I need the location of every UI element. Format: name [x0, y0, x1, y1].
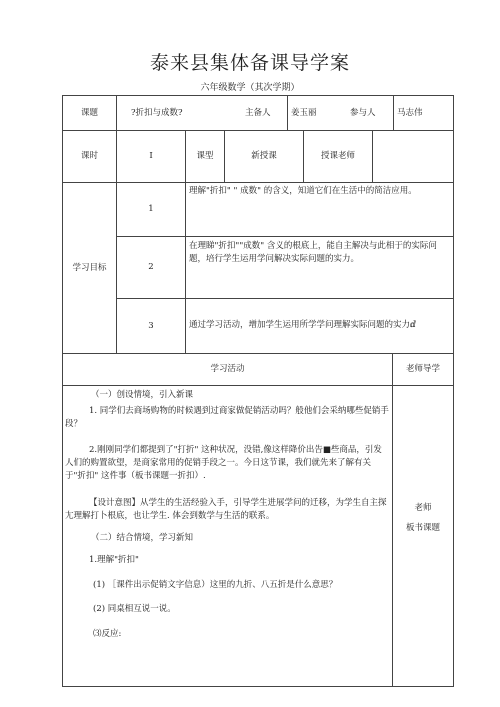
activity-paragraph: ⑶反应:	[93, 629, 122, 639]
document-subtitle: 六年级数学（其次学期）	[200, 83, 300, 93]
objective-num-cell-2	[116, 236, 186, 299]
activities-body-cell	[62, 385, 393, 687]
hours-label: 课时	[80, 151, 98, 162]
teacher-label: 授课老师	[320, 151, 355, 162]
design-intent-paragraph: 【设计意图】从学生的生活经验入手，引导学生进展学问的迁移，为学生自主探尢理解打卜根底，也让学生. 体会到数学与生活的联系。	[65, 498, 387, 522]
objective-text-cell-2	[185, 236, 454, 299]
objectives-label-cell	[62, 182, 117, 354]
type-label-cell	[185, 130, 225, 183]
section-heading: （二）结合情境，学习新知	[91, 533, 194, 543]
guide-header-cell	[392, 353, 454, 386]
guide-body-cell	[392, 385, 454, 687]
objective-number: 3	[148, 320, 154, 331]
activities-header: 学习活动	[210, 364, 245, 375]
lead-name: 姜玉丽	[291, 108, 317, 118]
guide-note: 板书课题	[405, 523, 440, 533]
guide-header: 老师导学	[405, 364, 440, 375]
activity-paragraph: (1) ［课件出示促销文字信息）这里的九折、八五折是什么意思？	[93, 580, 338, 590]
activity-paragraph: 1. 同学们去商场购物的时候遇到过商家做促销活动吗？般他们会采纳哪些促销手段？	[65, 406, 389, 430]
topic-value: ?折扣与成数?	[131, 108, 183, 118]
topic-value-cell	[116, 95, 288, 131]
type-value: 新授课	[251, 151, 277, 162]
objective-text-cell-3	[185, 298, 454, 354]
type-value-cell	[224, 130, 304, 183]
type-label: 课型	[196, 151, 214, 162]
lead-label: 主备人	[245, 108, 271, 118]
document-title: 泰来县集体备课导学案	[149, 52, 350, 74]
objective-number: 1	[148, 204, 154, 215]
objective-text-cell-1	[185, 182, 454, 237]
objectives-label: 学习目标	[72, 262, 107, 273]
topic-label-cell	[62, 95, 117, 131]
objective-num-cell-1	[116, 182, 186, 237]
hours-value: I	[149, 151, 153, 162]
hours-value-cell	[116, 130, 186, 183]
topic-label: 课题	[80, 107, 98, 118]
guide-note: 老师	[414, 503, 432, 513]
participants-label: 参与人	[350, 108, 376, 118]
activity-paragraph: 2.刚刚同学们都提到了"打折" 这种状况，没错,像这样降价出告■些商品，引发人们的购置欲望，是商家常用的促销手段之一。今日这节课，我们就先来了解有关于"折扣" 这件事（板书课题一折扣）.	[65, 445, 382, 482]
participants-name: 马志伟	[397, 108, 423, 118]
teacher-value-cell	[372, 130, 454, 183]
activity-paragraph: (2) 同桌相互说一说。	[93, 604, 176, 614]
hours-label-cell	[62, 130, 117, 183]
participants-name-cell	[393, 95, 454, 131]
objective-number: 2	[148, 262, 154, 273]
activities-header-cell	[62, 353, 393, 386]
section-heading: （一）创设情境，引入新课	[91, 390, 194, 400]
objective-text: 理解"折扣" " 成数" 的含义，知道它们在生活中的简洁应用。	[189, 186, 417, 196]
objective-num-cell-3	[116, 298, 186, 354]
objective-text: 通过学习活动，增加学生运用所学学问理解实际问题的实力ⅆ	[189, 320, 416, 330]
teacher-label-cell	[303, 130, 373, 183]
subsection-heading: 1.理解"折扣"	[89, 555, 139, 565]
lead-name-cell	[287, 95, 394, 131]
objective-text: 在理睇"折扣""成数" 含义的根底上，能自主解决与此相于的实际问题，培行学生运用学问解决实际问题的实力。	[189, 241, 437, 265]
